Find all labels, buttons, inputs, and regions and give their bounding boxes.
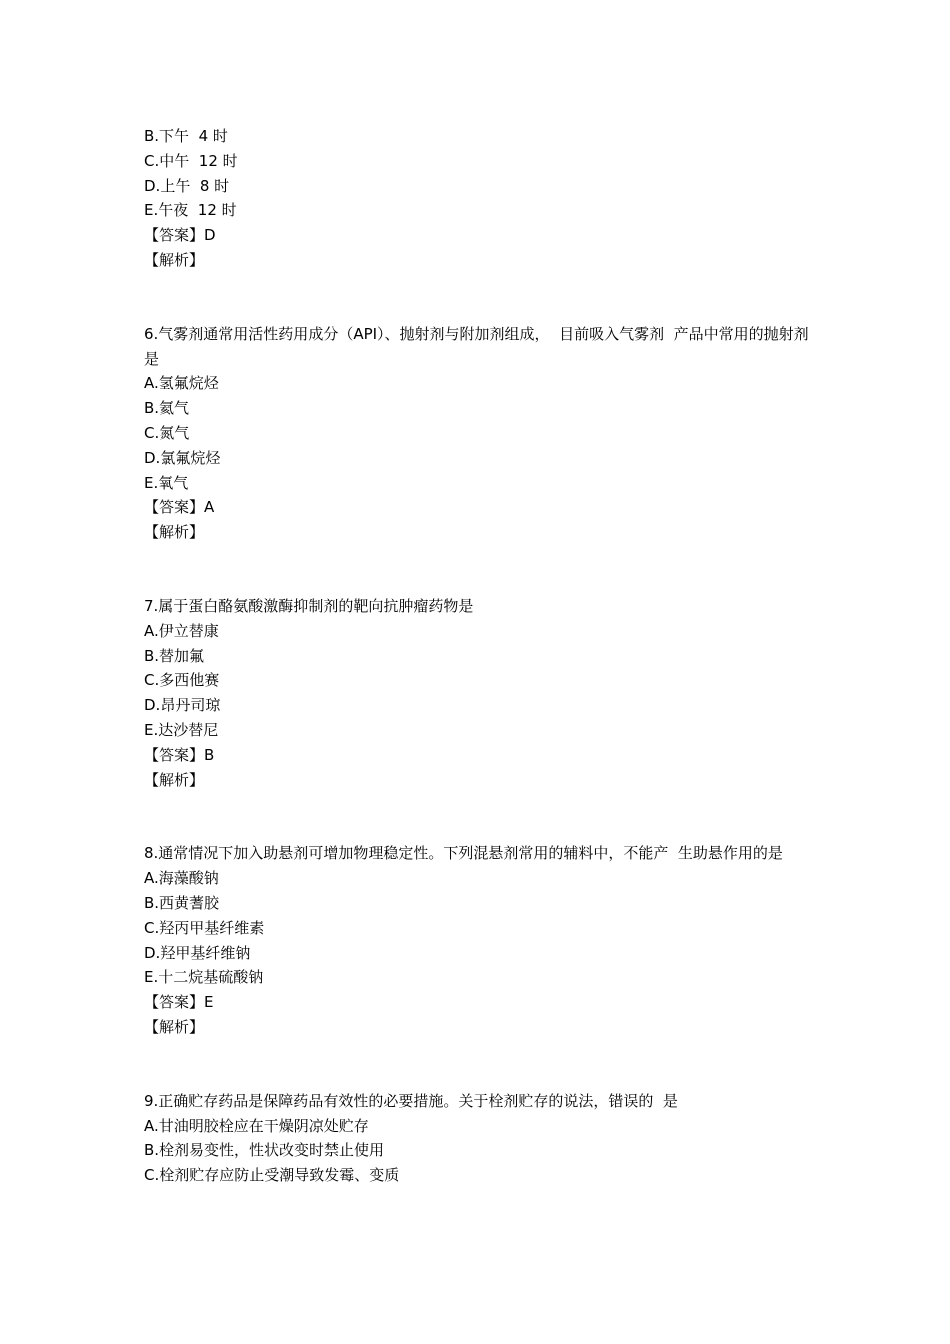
section-gap — [144, 545, 824, 594]
option-e: E.氧气 — [144, 473, 189, 492]
option-e: E.达沙替尼 — [144, 720, 219, 739]
answer-line: 【答案】B — [144, 745, 215, 764]
analysis-line: 【解析】 — [144, 250, 205, 269]
option-b: B.栓剂易变性，性状改变时禁止使用 — [144, 1141, 385, 1160]
option-c: C.氮气 — [144, 423, 190, 442]
option-b: B.替加氟 — [144, 646, 205, 665]
document-content — [144, 124, 824, 1188]
section-gap — [144, 1040, 824, 1089]
option-a: A.伊立替康 — [144, 621, 219, 640]
option-e: E.午夜 12 时 — [144, 201, 237, 220]
question-8 — [144, 841, 824, 1039]
option-a: A.氢氟烷烃 — [144, 374, 219, 393]
analysis-line: 【解析】 — [144, 770, 205, 789]
option-d: D.上午 8 时 — [144, 176, 230, 195]
option-d: D.昂丹司琼 — [144, 696, 221, 715]
analysis-line: 【解析】 — [144, 523, 205, 542]
answer-line: 【答案】D — [144, 226, 216, 245]
option-c: C.多西他赛 — [144, 671, 220, 690]
question-6 — [144, 322, 824, 545]
option-a: A.甘油明胶栓应在干燥阴凉处贮存 — [144, 1116, 369, 1135]
option-a: A.海藻酸钠 — [144, 869, 219, 888]
option-c: C.栓剂贮存应防止受潮导致发霉、变质 — [144, 1166, 400, 1185]
option-b: B.氦气 — [144, 399, 190, 418]
option-c: C.羟丙甲基纤维素 — [144, 918, 265, 937]
option-d: D.羟甲基纤维钠 — [144, 943, 251, 962]
option-e: E.十二烷基硫酸钠 — [144, 968, 264, 987]
question-5-partial — [144, 124, 824, 273]
answer-line: 【答案】E — [144, 993, 214, 1012]
question-stem: 8.通常情况下加入助悬剂可增加物理稳定性。下列混悬剂常用的辅料中，不能产 生助悬作用的是 — [144, 844, 783, 863]
question-7 — [144, 594, 824, 792]
analysis-line: 【解析】 — [144, 1017, 205, 1036]
option-b: B.下午 4 时 — [144, 127, 228, 145]
option-c: C.中午 12 时 — [144, 151, 238, 170]
section-gap — [144, 792, 824, 841]
option-d: D.氯氟烷烃 — [144, 448, 221, 467]
section-gap — [144, 273, 824, 322]
answer-line: 【答案】A — [144, 498, 215, 517]
option-b: B.西黄蓍胶 — [144, 893, 220, 912]
question-stem: 6.气雾剂通常用活性药用成分（API）、抛射剂与附加剂组成， 目前吸入气雾剂 产品中常用的抛射剂是 — [144, 324, 809, 368]
question-stem: 9.正确贮存药品是保障药品有效性的必要措施。关于栓剂贮存的说法，错误的 是 — [144, 1091, 678, 1110]
question-stem: 7.属于蛋白酪氨酸激酶抑制剂的靶向抗肿瘤药物是 — [144, 596, 474, 615]
question-9 — [144, 1089, 824, 1188]
